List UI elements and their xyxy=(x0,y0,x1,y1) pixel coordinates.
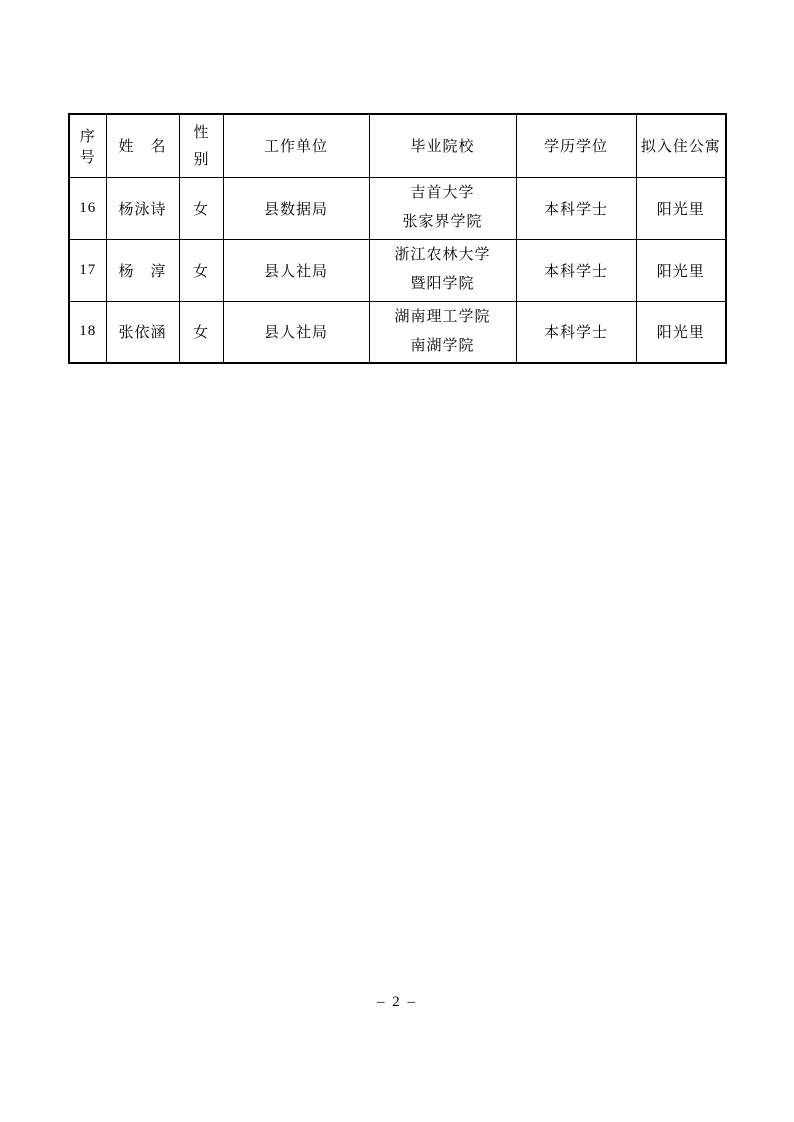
cell-work-unit: 县数据局 xyxy=(223,177,369,239)
cell-school xyxy=(369,239,516,301)
cell-name: 张依涵 xyxy=(106,301,179,363)
cell-name: 杨泳诗 xyxy=(106,177,179,239)
cell-seq: 17 xyxy=(69,239,106,301)
table-row xyxy=(69,301,726,363)
school-line-2: 南湖学院 xyxy=(410,337,475,354)
cell-degree: 本科学士 xyxy=(516,239,636,301)
cell-seq: 16 xyxy=(69,177,106,239)
cell-work-unit: 县人社局 xyxy=(223,239,369,301)
cell-degree: 本科学士 xyxy=(516,301,636,363)
cell-gender: 女 xyxy=(179,301,223,363)
personnel-roster-table xyxy=(68,113,727,364)
cell-work-unit: 县人社局 xyxy=(223,301,369,363)
header-degree: 学历学位 xyxy=(516,114,636,177)
cell-apartment: 阳光里 xyxy=(636,301,726,363)
header-seq: 序号 xyxy=(69,114,106,177)
cell-school xyxy=(369,177,516,239)
page-number: – 2 – xyxy=(377,994,417,1010)
school-line-1: 吉首大学 xyxy=(410,185,475,201)
table-header-row xyxy=(69,114,726,177)
cell-gender: 女 xyxy=(179,177,223,239)
table-row xyxy=(69,177,726,239)
header-gender-label: 性别 xyxy=(193,123,209,168)
header-gender xyxy=(179,114,223,177)
header-name: 姓 名 xyxy=(106,114,179,177)
header-work-unit: 工作单位 xyxy=(223,114,369,177)
school-line-2: 暨阳学院 xyxy=(410,276,475,292)
header-apartment: 拟入住公寓 xyxy=(636,114,726,177)
school-line-1: 湖南理工学院 xyxy=(394,308,491,325)
cell-gender: 女 xyxy=(179,239,223,301)
school-line-2: 张家界学院 xyxy=(402,214,483,230)
header-school: 毕业院校 xyxy=(369,114,516,177)
school-line-1: 浙江农林大学 xyxy=(394,247,491,263)
cell-school xyxy=(369,301,516,363)
cell-seq: 18 xyxy=(69,301,106,363)
cell-degree: 本科学士 xyxy=(516,177,636,239)
table-row xyxy=(69,239,726,301)
cell-name: 杨 淳 xyxy=(106,239,179,301)
cell-apartment: 阳光里 xyxy=(636,239,726,301)
cell-apartment: 阳光里 xyxy=(636,177,726,239)
